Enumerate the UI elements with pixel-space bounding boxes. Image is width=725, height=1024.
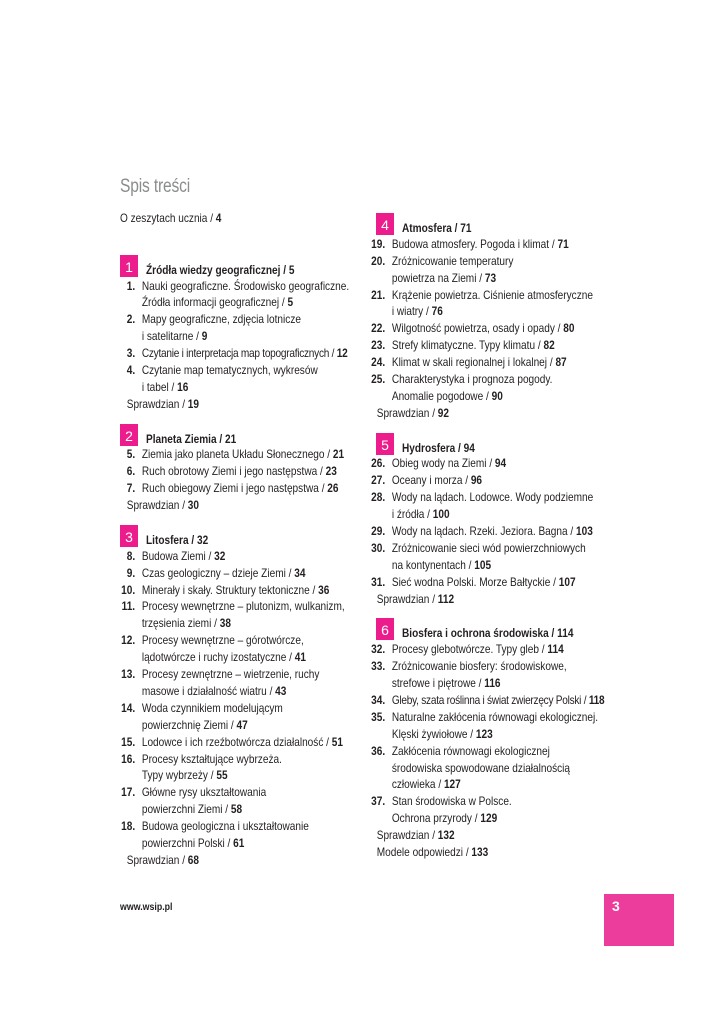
chapter-number-badge: 5: [376, 433, 394, 455]
toc-entry[interactable]: 28. Wody na lądach. Lodowce. Wody podziemne: [371, 490, 594, 505]
toc-entry[interactable]: 19. Budowa atmosfery. Pogoda i klimat / 71: [371, 236, 569, 251]
toc-entry-continuation[interactable]: Klęski żywiołowe / 123: [391, 726, 493, 741]
chapter-heading-1[interactable]: 1 Źródła wiedzy geograficznej / 5: [120, 261, 420, 278]
toc-entry[interactable]: 1. Nauki geograficzne. Środowisko geograficzne.: [126, 278, 350, 293]
toc-entry[interactable]: 25. Charakterystyka i prognoza pogody.: [371, 372, 553, 387]
toc-entry[interactable]: 31. Sieć wodna Polski. Morze Bałtyckie / 107: [371, 574, 576, 589]
toc-entry-continuation[interactable]: i źródła / 100: [391, 507, 450, 522]
toc-entry[interactable]: 32. Procesy glebotwórcze. Typy gleb / 114: [371, 642, 564, 657]
toc-entry-continuation[interactable]: masowe i działalność wiatru / 43: [141, 683, 287, 698]
toc-entry[interactable]: 16. Procesy kształtujące wybrzeża.: [121, 751, 282, 766]
toc-entry[interactable]: 5. Ziemia jako planeta Układu Słonecznego / 21: [126, 447, 345, 462]
toc-entry[interactable]: 17. Główne rysy ukształtowania: [121, 785, 267, 800]
toc-right-column: [370, 219, 670, 861]
toc-entry-continuation[interactable]: i wiatry / 76: [391, 304, 443, 319]
toc-entry-test[interactable]: Sprawdzian / 92: [376, 405, 450, 420]
toc-entry-continuation[interactable]: i satelitarne / 9: [141, 329, 208, 344]
footer-url[interactable]: www.wsip.pl: [120, 902, 173, 913]
toc-entry[interactable]: 10. Minerały i skały. Struktury tektoniczne / 36: [121, 582, 330, 597]
toc-entry[interactable]: 18. Budowa geologiczna i ukształtowanie: [121, 819, 309, 834]
toc-entry[interactable]: 20. Zróżnicowanie temperatury: [371, 253, 514, 268]
toc-entry[interactable]: 2. Mapy geograficzne, zdjęcia lotnicze: [126, 312, 301, 327]
toc-entry-test[interactable]: Sprawdzian / 68: [126, 852, 200, 867]
toc-entry[interactable]: 14. Woda czynnikiem modelującym: [121, 700, 283, 715]
toc-entry-answers[interactable]: Modele odpowiedzi / 133: [376, 844, 489, 859]
toc-entry-continuation[interactable]: człowieka / 127: [391, 777, 461, 792]
chapter-number-badge: 3: [120, 525, 138, 547]
toc-entry[interactable]: 30. Zróżnicowanie sieci wód powierzchniowych: [371, 540, 586, 555]
chapter-heading-3[interactable]: 3 Litosfera / 32: [120, 531, 420, 548]
toc-entry[interactable]: 4. Czytanie map tematycznych, wykresów: [126, 363, 318, 378]
toc-entry[interactable]: 22. Wilgotność powietrza, osady i opady / 80: [371, 321, 575, 336]
chapter-number-badge: 4: [376, 213, 394, 235]
toc-entry-intro[interactable]: O zeszytach ucznia / 4: [120, 211, 222, 225]
toc-entry[interactable]: 15. Lodowce i ich rzeźbotwórcza działalność / 51: [121, 734, 343, 749]
toc-entry[interactable]: 26. Obieg wody na Ziemi / 94: [371, 456, 507, 471]
toc-entry[interactable]: 36. Zakłócenia równowagi ekologicznej: [371, 743, 550, 758]
toc-entry[interactable]: 34. Gleby, szata roślinna i świat zwierzęcy Polski / 118: [371, 692, 605, 707]
toc-entry[interactable]: 33. Zróżnicowanie biosfery: środowiskowe,: [371, 659, 567, 674]
page-number-box: [604, 894, 674, 946]
toc-entry-continuation[interactable]: Źródła informacji geograficznej / 5: [141, 295, 294, 310]
chapter-heading-2[interactable]: 2 Planeta Ziemia / 21: [120, 430, 420, 447]
toc-entry[interactable]: 13. Procesy zewnętrzne – wietrzenie, ruchy: [121, 667, 320, 682]
chapter-number-badge: 2: [120, 424, 138, 446]
toc-entry-continuation[interactable]: powietrza na Ziemi / 73: [391, 270, 497, 285]
toc-entry-continuation[interactable]: lądotwórcze i ruchy izostatyczne / 41: [141, 650, 307, 665]
toc-entry[interactable]: 7. Ruch obiegowy Ziemi i jego następstwa / 26: [126, 481, 339, 496]
toc-entry[interactable]: 3. Czytanie i interpretacja map topograficznych / 12: [126, 346, 348, 361]
toc-entry[interactable]: 21. Krążenie powietrza. Ciśnienie atmosferyczne: [371, 287, 593, 302]
chapter-heading-6[interactable]: 6 Biosfera i ochrona środowiska / 114: [376, 624, 676, 641]
toc-entry[interactable]: 11. Procesy wewnętrzne – plutonizm, wulkanizm,: [121, 599, 345, 614]
chapter-heading-4[interactable]: 4 Atmosfera / 71: [376, 219, 676, 236]
toc-entry[interactable]: 29. Wody na lądach. Rzeki. Jeziora. Bagna / 103: [371, 524, 593, 539]
toc-entry-continuation[interactable]: powierzchni Ziemi / 58: [141, 802, 243, 817]
toc-entry[interactable]: 6. Ruch obrotowy Ziemi i jego następstwa / 23: [126, 464, 337, 479]
chapter-number-badge: 6: [376, 618, 394, 640]
toc-entry[interactable]: 8. Budowa Ziemi / 32: [126, 548, 226, 563]
toc-entry-test[interactable]: Sprawdzian / 132: [376, 828, 455, 843]
toc-entry[interactable]: 23. Strefy klimatyczne. Typy klimatu / 82: [371, 338, 555, 353]
toc-entry-continuation[interactable]: Anomalie pogodowe / 90: [391, 388, 503, 403]
chapter-heading-5[interactable]: 5 Hydrosfera / 94: [376, 439, 676, 456]
page-number: 3: [612, 898, 620, 914]
toc-entry-test[interactable]: Sprawdzian / 19: [126, 396, 200, 411]
toc-entry-continuation[interactable]: Typy wybrzeży / 55: [141, 768, 228, 783]
toc-entry-continuation[interactable]: trzęsienia ziemi / 38: [141, 616, 231, 631]
toc-entry-continuation[interactable]: powierzchnię Ziemi / 47: [141, 717, 248, 732]
toc-entry[interactable]: 24. Klimat w skali regionalnej i lokalnej / 87: [371, 355, 567, 370]
toc-entry-continuation[interactable]: środowiska spowodowane działalnością: [391, 760, 571, 775]
toc-entry[interactable]: 37. Stan środowiska w Polsce.: [371, 794, 512, 809]
toc-entry-continuation[interactable]: na kontynentach / 105: [391, 557, 492, 572]
toc-entry[interactable]: 9. Czas geologiczny – dzieje Ziemi / 34: [126, 565, 306, 580]
toc-entry-continuation[interactable]: strefowe i piętrowe / 116: [391, 676, 501, 691]
page-title: Spis treści: [120, 176, 191, 197]
chapter-number-badge: 1: [120, 255, 138, 277]
toc-entry[interactable]: 35. Naturalne zakłócenia równowagi ekologicznej.: [371, 709, 599, 724]
toc-entry-test[interactable]: Sprawdzian / 30: [126, 498, 200, 513]
toc-entry-continuation[interactable]: i tabel / 16: [141, 379, 189, 394]
toc-entry-continuation[interactable]: Ochrona przyrody / 129: [391, 811, 498, 826]
toc-entry-continuation[interactable]: powierzchni Polski / 61: [141, 835, 245, 850]
toc-entry-test[interactable]: Sprawdzian / 112: [376, 591, 455, 606]
toc-entry[interactable]: 27. Oceany i morza / 96: [371, 473, 483, 488]
toc-entry[interactable]: 12. Procesy wewnętrzne – górotwórcze,: [121, 633, 304, 648]
